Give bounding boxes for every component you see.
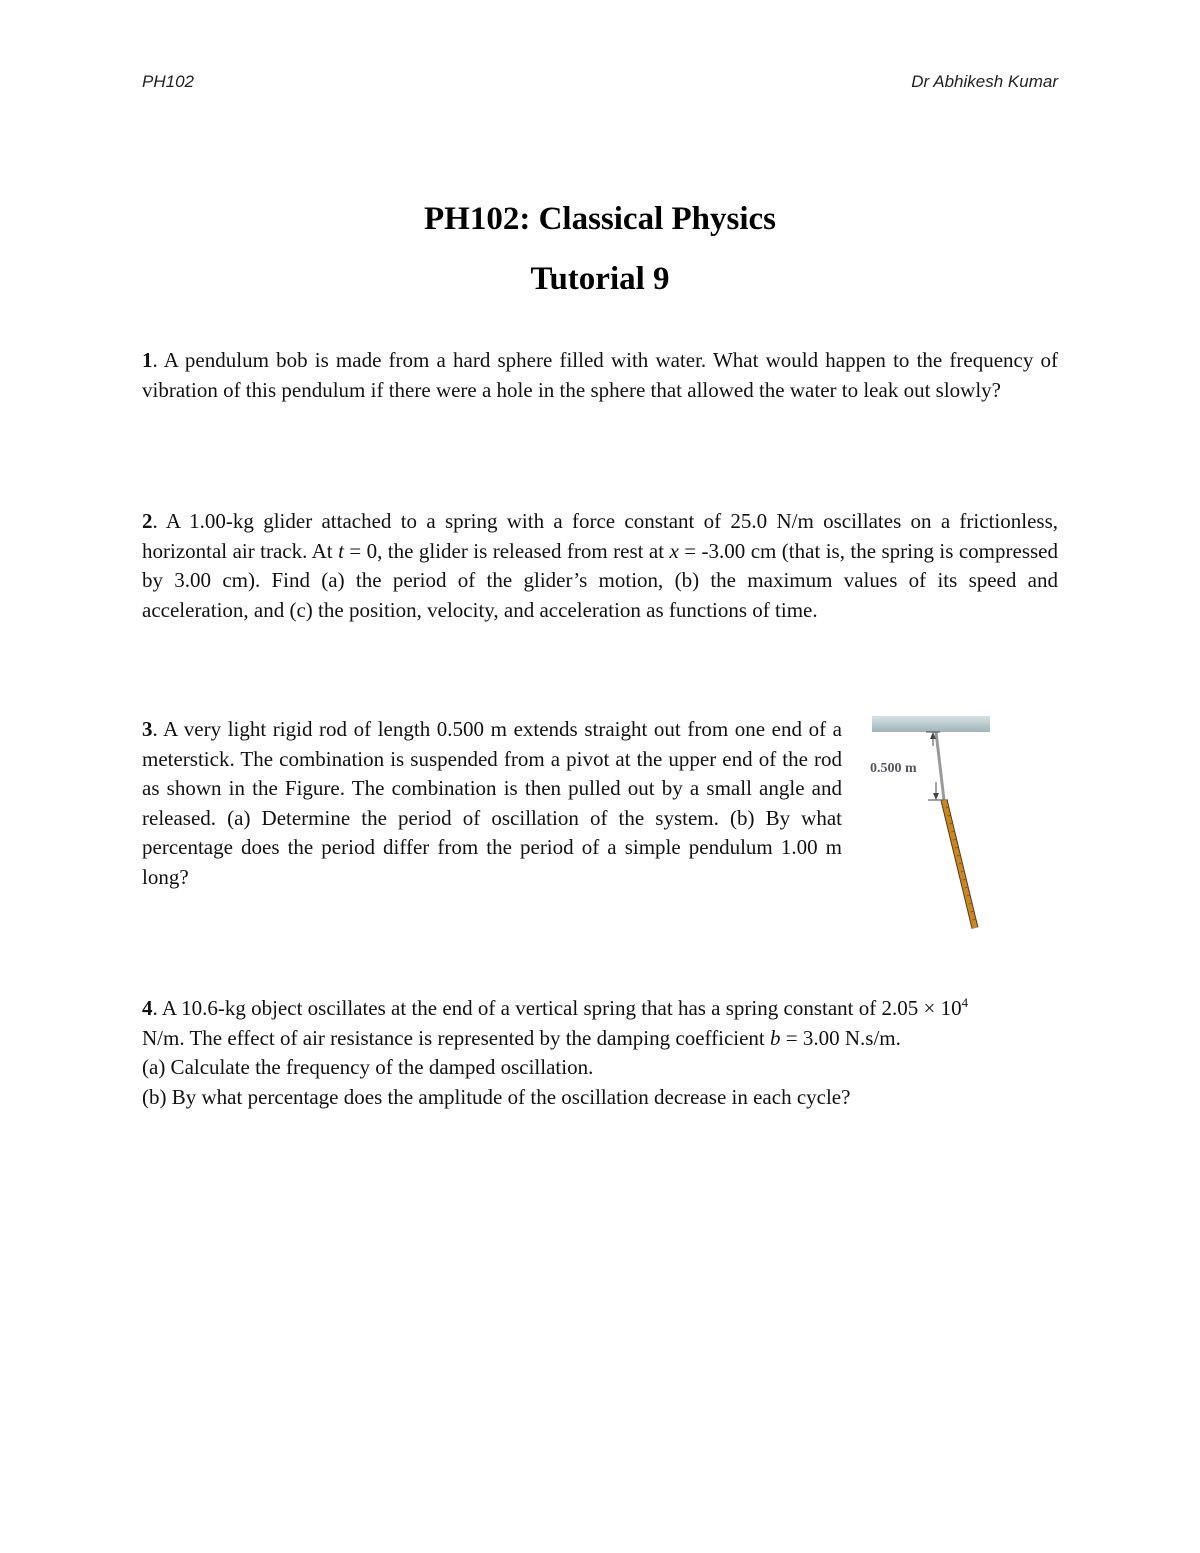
rod-length-label: 0.500 m bbox=[870, 761, 917, 776]
question-2 bbox=[142, 507, 1058, 625]
question-text: . A pendulum bob is made from a hard sphere filled with water. What would happen to the frequency of vibration of this pendulum if there were a hole in the sphere that allowed the water to leak out slowly? bbox=[142, 348, 1058, 402]
exponent: 4 bbox=[961, 995, 969, 1010]
question-line bbox=[142, 994, 1058, 1024]
title-block bbox=[142, 196, 1058, 302]
question-text: . A very light rigid rod of length 0.500 m extends straight out from one end of a meterstick. The combination is suspended from a pivot at the upper end of the rod as shown in the Figure. The combination is then pulled out by a small angle and released. (a) Determine the period of oscillation of the system. (b) By what percentage does the period differ from the period of a simple pendulum 1.00 m long? bbox=[142, 717, 842, 889]
question-4 bbox=[142, 994, 1058, 1112]
physical-pendulum-diagram bbox=[864, 712, 996, 934]
variable-b: b bbox=[770, 1025, 781, 1050]
pendulum-figure bbox=[864, 712, 996, 934]
question-text-part: = 0, the glider is released from rest at bbox=[343, 538, 670, 563]
question-number: 1 bbox=[142, 348, 153, 372]
question-text-part: . A 10.6-kg object oscillates at the end of a vertical spring that has a spring constant of 2.05 × 10 bbox=[152, 996, 962, 1020]
variable-t: t bbox=[338, 538, 344, 563]
question-part-b: (b) By what percentage does the amplitude of the oscillation decrease in each cycle? bbox=[142, 1084, 851, 1109]
question-part-a: (a) Calculate the frequency of the damped oscillation. bbox=[142, 1055, 594, 1079]
running-header bbox=[142, 72, 1058, 96]
light-rod bbox=[936, 732, 944, 800]
arrowhead-down bbox=[933, 793, 939, 800]
question-1 bbox=[142, 346, 1058, 405]
page-title: PH102: Classical Physics bbox=[424, 201, 776, 237]
question-text-part: N/m. The effect of air resistance is represented by the damping coefficient bbox=[142, 1025, 771, 1050]
question-text-part: . A 1.00-kg glider attached to a spring with a force constant of 25.0 N/m oscillates on a frictionless, horizontal air track. At bbox=[142, 509, 1058, 563]
tutorial-number: Tutorial 9 bbox=[530, 261, 670, 297]
question-text-part: = -3.00 cm (that is, the spring is compressed by 3.00 cm). Find (a) the period of the glider’s motion, (b) the maximum values of its speed and acceleration, and (c) the position, velocity, and acceleration as functions of time. bbox=[142, 538, 1058, 622]
question-line bbox=[142, 1024, 1058, 1054]
question-number: 4 bbox=[142, 996, 153, 1020]
question-text-part: = 3.00 N.s/m. bbox=[780, 1025, 901, 1050]
question-number: 2 bbox=[142, 509, 153, 533]
header-course-code: PH102 bbox=[142, 72, 194, 91]
question-number: 3 bbox=[142, 717, 153, 741]
header-author: Dr Abhikesh Kumar bbox=[911, 72, 1058, 91]
question-3 bbox=[142, 715, 842, 892]
variable-x: x bbox=[669, 538, 679, 563]
ceiling bbox=[872, 716, 990, 732]
